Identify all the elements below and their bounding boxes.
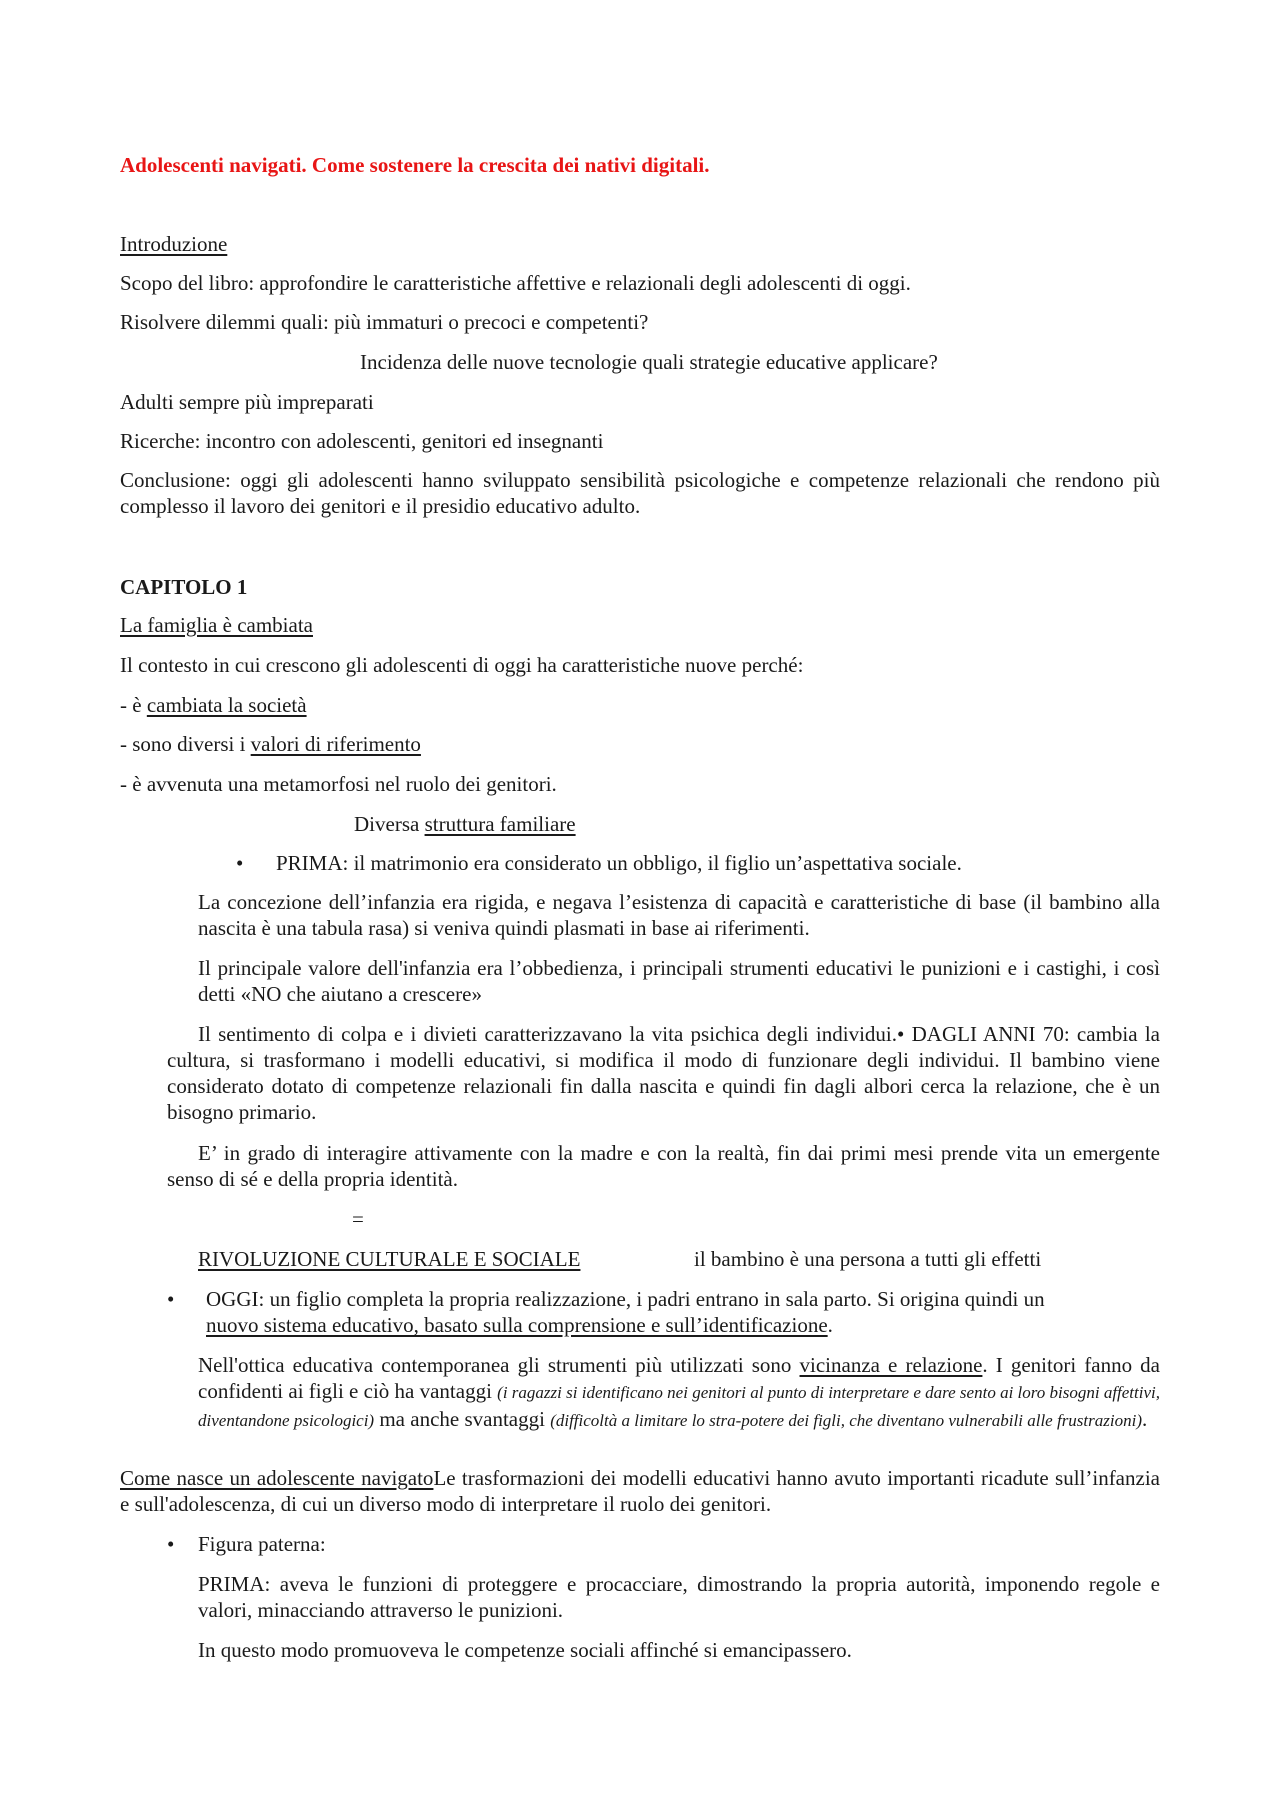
chapter-subheading: La famiglia è cambiata <box>120 613 313 637</box>
intro-scope: Scopo del libro: approfondire le caratteristiche affettive e relazionali degli adolescenti di oggi. <box>120 271 911 295</box>
list-item <box>120 692 307 718</box>
come-paragraph <box>120 1465 1160 1517</box>
intro-tech: Incidenza delle nuove tecnologie quali strategie educative applicare? <box>360 350 938 374</box>
interagire-paragraph: E’ in grado di interagire attivamente con la madre e con la realtà, fin dai primi mesi prende vita un emergente senso di sé e della propria identità. <box>167 1141 1160 1191</box>
equals-sign: = <box>352 1207 364 1231</box>
chapter-heading: CAPITOLO 1 <box>120 575 248 599</box>
oggi-text: OGGI: un figlio completa la propria realizzazione, i padri entrano in sala parto. Si origina quindi un <box>206 1287 1045 1311</box>
intro-conclusion: Conclusione: oggi gli adolescenti hanno sviluppato sensibilità psicologiche e competenze relazionali che rendono più complesso il lavoro dei genitori e il presidio educativo adulto. <box>120 468 1160 518</box>
list-item-prefix: - sono diversi i <box>120 732 251 756</box>
ottica-italic: (i ragazzi si identificano nei genitori al punto di interpretare e dare sento ai loro bisogni affettivi, diventandone psicologici) <box>198 1383 1160 1430</box>
ottica-italic: (difficoltà a limitare lo stra-potere dei figli, che diventano vulnerabili alle frustrazioni) <box>550 1411 1142 1430</box>
bullet-icon: • <box>236 851 244 875</box>
ottica-text: Nell'ottica educativa contemporanea gli strumenti più utilizzati sono <box>198 1353 800 1377</box>
figura-label: Figura paterna: <box>198 1532 326 1556</box>
list-item-prefix: - è <box>120 693 147 717</box>
list-item: - è avvenuta una metamorfosi nel ruolo dei genitori. <box>120 772 557 796</box>
oggi-underlined: nuovo sistema educativo, basato sulla comprensione e sull’identificazione <box>206 1313 828 1337</box>
bullet-icon: • <box>167 1287 175 1311</box>
rivoluzione-label: RIVOLUZIONE CULTURALE E SOCIALE <box>198 1247 581 1271</box>
struttura-underlined: struttura familiare <box>424 812 576 836</box>
oggi-end: . <box>827 1313 833 1337</box>
document-title: Adolescenti navigati. Come sostenere la crescita dei nativi digitali. <box>120 153 710 177</box>
sentimento-paragraph: Il sentimento di colpa e i divieti caratterizzavano la vita psichica degli individui.• DAGLI ANNI 70: cambia la cultura, si trasformano i modelli educativi, si modifica il modo di funzionare degli individui. Il bambino viene considerato dotato di competenze relazionali fin dalla nascita e quindi fin dagli albori cerca la relazione, che è un bisogno primario. <box>167 1022 1160 1124</box>
list-item-underlined: cambiata la società <box>146 693 307 717</box>
struttura-prefix: Diversa <box>354 812 425 836</box>
ottica-text: . I genitori fanno da confidenti ai figli e ciò ha vantaggi <box>198 1353 1160 1403</box>
oggi-continued <box>206 1312 833 1338</box>
valore-paragraph: Il principale valore dell'infanzia era l’obbedienza, i principali strumenti educativi le punizioni e i castighi, i così detti «NO che aiutano a crescere» <box>198 956 1160 1006</box>
struttura-line <box>354 811 576 837</box>
come-underlined: Come nasce un adolescente navigato <box>120 1466 434 1490</box>
prima-text: PRIMA: il matrimonio era considerato un obbligo, il figlio un’aspettativa sociale. <box>276 851 962 875</box>
paterna-modo-paragraph: In questo modo promuoveva le competenze sociali affinché si emancipassero. <box>198 1638 852 1662</box>
intro-research: Ricerche: incontro con adolescenti, genitori ed insegnanti <box>120 429 604 453</box>
list-item <box>120 731 421 757</box>
ottica-paragraph <box>198 1352 1160 1434</box>
bullet-icon: • <box>167 1532 175 1556</box>
concezione-paragraph: La concezione dell’infanzia era rigida, e negava l’esistenza di capacità e caratteristiche di base (il bambino alla nascita è una tabula rasa) si veniva quindi plasmati in base ai riferimenti. <box>198 890 1160 940</box>
context-text: Il contesto in cui crescono gli adolescenti di oggi ha caratteristiche nuove perché: <box>120 653 804 677</box>
paterna-prima-paragraph: PRIMA: aveva le funzioni di proteggere e procacciare, dimostrando la propria autorità, imponendo regole e valori, minacciando attraverso le punizioni. <box>198 1572 1160 1622</box>
ottica-underlined: vicinanza e relazione <box>799 1353 983 1377</box>
intro-heading: Introduzione <box>120 232 228 256</box>
ottica-end: . <box>1141 1407 1148 1431</box>
intro-adults: Adulti sempre più impreparati <box>120 390 374 414</box>
come-text: Le trasformazioni dei modelli educativi hanno avuto importanti ricadute sull’infanzia e sull'adolescenza, di cui un diverso modo di interpretare il ruolo dei genitori. <box>120 1466 1160 1516</box>
ottica-text: ma anche svantaggi <box>374 1407 551 1431</box>
intro-dilemmas: Risolvere dilemmi quali: più immaturi o precoci e competenti? <box>120 310 649 334</box>
persona-text: il bambino è una persona a tutti gli effetti <box>694 1247 1042 1271</box>
list-item-underlined: valori di riferimento <box>250 732 421 756</box>
